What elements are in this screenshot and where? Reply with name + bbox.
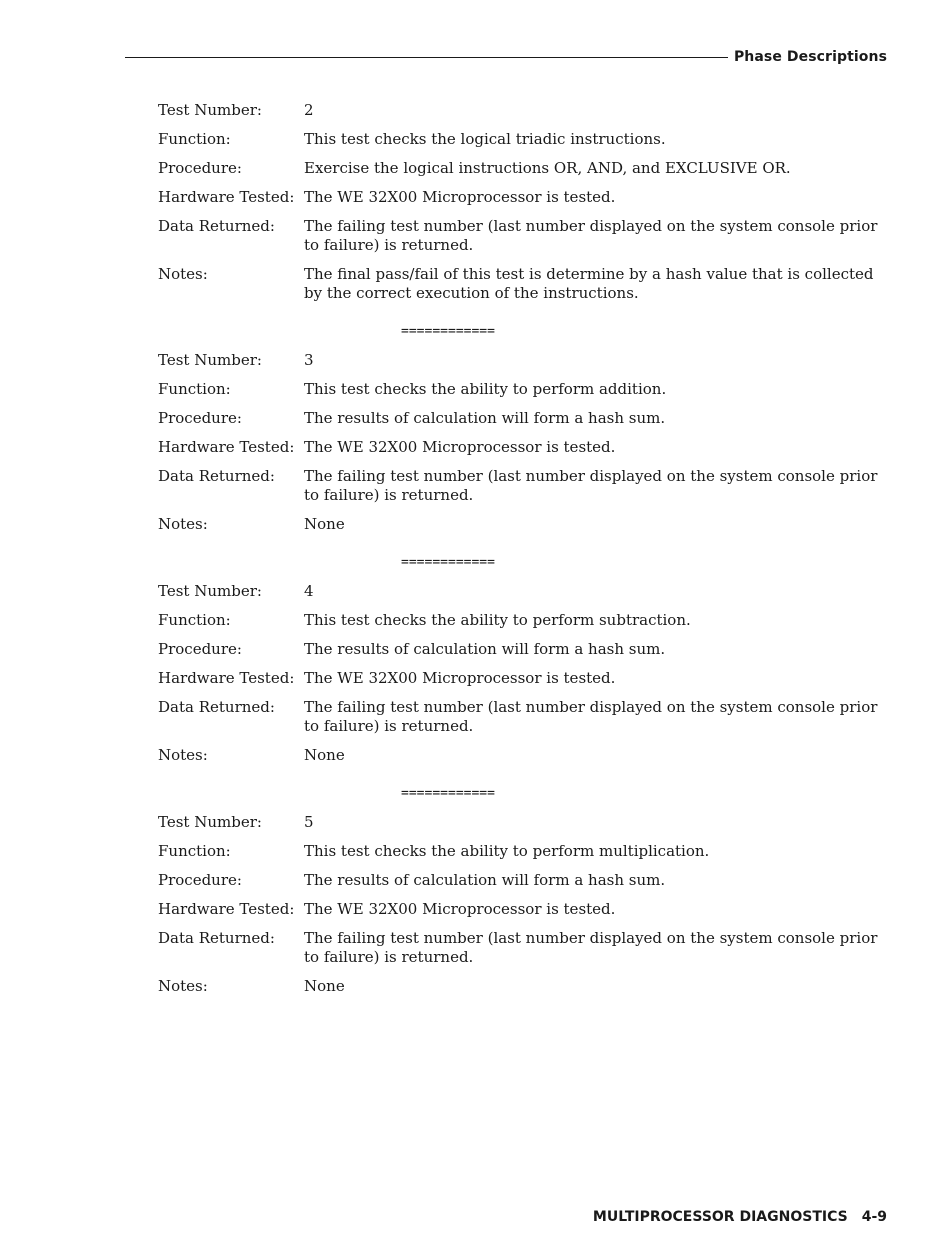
notes-row <box>158 265 888 303</box>
notes-value: None <box>304 515 345 533</box>
function-label: Function: <box>158 611 231 629</box>
hardware-tested-value: The WE 32X00 Microprocessor is tested. <box>304 669 616 687</box>
test-number-label: Test Number: <box>158 351 262 369</box>
hardware-tested-row <box>158 438 888 457</box>
hardware-tested-value: The WE 32X00 Microprocessor is tested. <box>304 900 616 918</box>
procedure-row <box>158 640 888 659</box>
procedure-row <box>158 871 888 890</box>
data-returned-label: Data Returned: <box>158 217 275 235</box>
notes-label: Notes: <box>158 977 208 995</box>
data-returned-row <box>158 929 888 967</box>
function-value: This test checks the ability to perform subtraction. <box>304 611 691 629</box>
test-number-value: 2 <box>304 101 314 119</box>
hardware-tested-label: Hardware Tested: <box>158 669 295 687</box>
hardware-tested-row <box>158 669 888 688</box>
function-value: This test checks the logical triadic instructions. <box>304 130 666 148</box>
page-number: 4-9 <box>861 1209 887 1225</box>
hardware-tested-row <box>158 188 888 207</box>
hardware-tested-label: Hardware Tested: <box>158 188 295 206</box>
function-value: This test checks the ability to perform multiplication. <box>304 842 710 860</box>
notes-row <box>158 746 888 765</box>
test-number-row <box>158 101 888 120</box>
test-number-label: Test Number: <box>158 582 262 600</box>
test-number-row <box>158 813 888 832</box>
hardware-tested-label: Hardware Tested: <box>158 900 295 918</box>
hardware-tested-row <box>158 900 888 919</box>
test-number-value: 4 <box>304 582 314 600</box>
test-number-label: Test Number: <box>158 101 262 119</box>
function-row <box>158 842 888 861</box>
data-returned-row <box>158 467 888 505</box>
test-section <box>158 582 888 765</box>
page-header-title: Phase Descriptions <box>733 49 887 65</box>
hardware-tested-value: The WE 32X00 Microprocessor is tested. <box>304 438 616 456</box>
test-number-value: 5 <box>304 813 314 831</box>
test-section <box>158 351 888 534</box>
procedure-label: Procedure: <box>158 640 242 658</box>
function-label: Function: <box>158 380 231 398</box>
section-separator: ============ <box>401 786 495 801</box>
data-returned-label: Data Returned: <box>158 467 275 485</box>
data-returned-value: The failing test number (last number displayed on the system console prior to failure) is returned. <box>304 467 878 504</box>
section-separator: ============ <box>401 555 495 570</box>
procedure-label: Procedure: <box>158 159 242 177</box>
test-number-value: 3 <box>304 351 314 369</box>
procedure-label: Procedure: <box>158 871 242 889</box>
hardware-tested-label: Hardware Tested: <box>158 438 295 456</box>
function-label: Function: <box>158 842 231 860</box>
test-descriptions <box>158 101 888 996</box>
data-returned-value: The failing test number (last number displayed on the system console prior to failure) is returned. <box>304 217 878 254</box>
footer-title: MULTIPROCESSOR DIAGNOSTICS <box>592 1209 848 1225</box>
section-separator: ============ <box>401 324 495 339</box>
notes-value: The final pass/fail of this test is determine by a hash value that is collected by the correct execution of the instructions. <box>304 265 874 302</box>
function-value: This test checks the ability to perform addition. <box>304 380 667 398</box>
function-row <box>158 380 888 399</box>
notes-label: Notes: <box>158 515 208 533</box>
test-number-row <box>158 582 888 601</box>
header-rule <box>125 57 728 58</box>
procedure-row <box>158 409 888 428</box>
procedure-value: The results of calculation will form a hash sum. <box>304 640 666 658</box>
notes-row <box>158 515 888 534</box>
data-returned-row <box>158 217 888 255</box>
procedure-value: Exercise the logical instructions OR, AND, and EXCLUSIVE OR. <box>304 159 791 177</box>
data-returned-label: Data Returned: <box>158 929 275 947</box>
function-row <box>158 611 888 630</box>
procedure-row <box>158 159 888 178</box>
procedure-value: The results of calculation will form a hash sum. <box>304 409 666 427</box>
data-returned-row <box>158 698 888 736</box>
test-number-label: Test Number: <box>158 813 262 831</box>
function-label: Function: <box>158 130 231 148</box>
test-number-row <box>158 351 888 370</box>
notes-row <box>158 977 888 996</box>
data-returned-value: The failing test number (last number displayed on the system console prior to failure) is returned. <box>304 929 878 966</box>
procedure-label: Procedure: <box>158 409 242 427</box>
data-returned-value: The failing test number (last number displayed on the system console prior to failure) is returned. <box>304 698 878 735</box>
notes-label: Notes: <box>158 265 208 283</box>
procedure-value: The results of calculation will form a hash sum. <box>304 871 666 889</box>
test-section <box>158 101 888 303</box>
hardware-tested-value: The WE 32X00 Microprocessor is tested. <box>304 188 616 206</box>
notes-value: None <box>304 746 345 764</box>
page-footer <box>593 1209 887 1225</box>
test-section <box>158 813 888 996</box>
notes-label: Notes: <box>158 746 208 764</box>
notes-value: None <box>304 977 345 995</box>
data-returned-label: Data Returned: <box>158 698 275 716</box>
function-row <box>158 130 888 149</box>
